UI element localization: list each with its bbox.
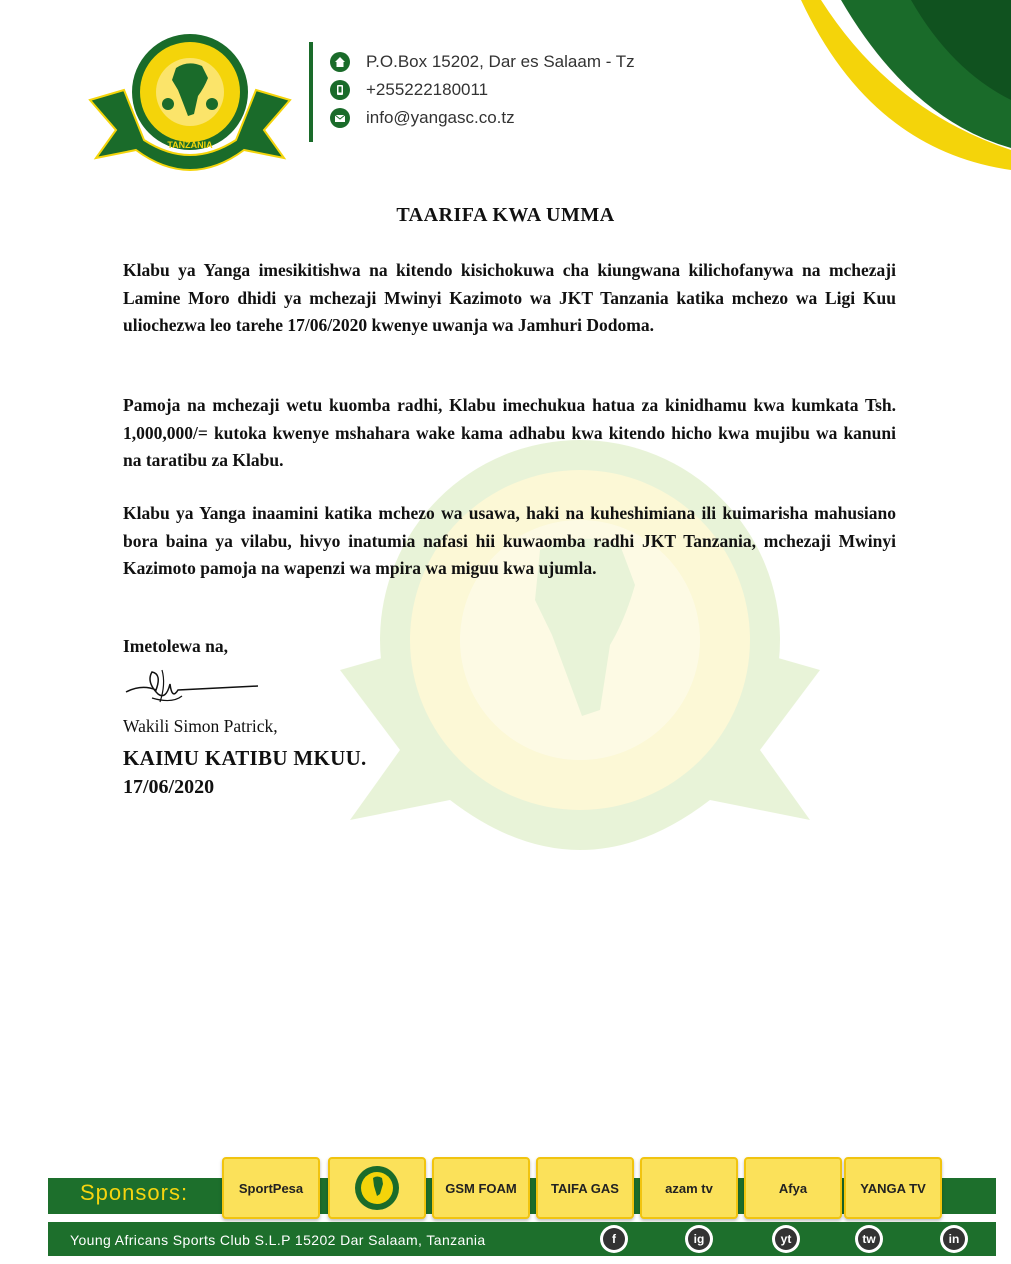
- contact-email: [330, 108, 515, 128]
- sponsors-label: Sponsors:: [80, 1180, 189, 1205]
- yanga-crest-icon: [353, 1164, 401, 1212]
- handwritten-signature: [122, 664, 262, 714]
- footer-address: Young Africans Sports Club S.L.P 15202 Dar Salaam, Tanzania: [70, 1232, 486, 1248]
- phone-icon: [330, 80, 350, 100]
- email-icon: [330, 108, 350, 128]
- contact-email-text: info@yangasc.co.tz: [366, 108, 515, 127]
- contact-address: [330, 52, 635, 72]
- youtube-icon[interactable]: yt: [772, 1225, 800, 1253]
- contact-address-text: P.O.Box 15202, Dar es Salaam - Tz: [366, 52, 635, 71]
- paragraph-3: Klabu ya Yanga inaamini katika mchezo wa usawa, haki na kuheshimiana ili kuimarisha mahusiano bora baina ya vilabu, hivyo inatumia nafasi hii kuwaomba radhi JKT Tanzania, mchezaji Mwinyi Kazimoto pamoja na wapenzi wa mpira wa miguu kwa ujumla.: [123, 503, 896, 578]
- sponsor-sportpesa: SportPesa: [222, 1157, 320, 1219]
- instagram-icon[interactable]: ig: [685, 1225, 713, 1253]
- twitter-icon[interactable]: tw: [855, 1225, 883, 1253]
- svg-text:TANZANIA: TANZANIA: [167, 140, 213, 150]
- signer-position: KAIMU KATIBU MKUU.: [123, 746, 367, 770]
- document-date: 17/06/2020: [123, 776, 215, 798]
- issued-by: Imetolewa na,: [123, 636, 228, 656]
- sponsor-afya: Afya: [744, 1157, 842, 1219]
- sponsor-azam-tv: azam tv: [640, 1157, 738, 1219]
- home-icon: [330, 52, 350, 72]
- header-divider: [309, 42, 313, 142]
- paragraph-1: Klabu ya Yanga imesikitishwa na kitendo kisichokuwa cha kiungwana kilichofanywa na mchezaji Lamine Moro dhidi ya mchezaji Mwinyi Kazimoto wa JKT Tanzania katika mchezo wa Ligi Kuu uliochezwa leo tarehe 17/06/2020 kwenye uwanja wa Jamhuri Dodoma.: [123, 260, 896, 335]
- sponsor-yanga-tv: YANGA TV: [844, 1157, 942, 1219]
- contact-phone: [330, 80, 488, 100]
- facebook-icon[interactable]: f: [600, 1225, 628, 1253]
- header-corner-swoosh: [611, 0, 1011, 170]
- sponsor-taifa-gas: TAIFA GAS: [536, 1157, 634, 1219]
- crest-watermark: [330, 420, 830, 940]
- signer-name: Wakili Simon Patrick,: [123, 716, 278, 736]
- sponsor-yanga-crest: [328, 1157, 426, 1219]
- contact-phone-text: +255222180011: [366, 80, 489, 99]
- paragraph-2: Pamoja na mchezaji wetu kuomba radhi, Klabu imechukua hatua za kinidhamu kwa kumkata Tsh. 1,000,000/= kutoka kwenye mshahara wake kama adhabu kwa kitendo hicho kwa mujibu wa kanuni na taratibu za Klabu.: [123, 395, 896, 470]
- sponsor-gsm-foam: GSM FOAM: [432, 1157, 530, 1219]
- document-title: TAARIFA KWA UMMA: [396, 204, 615, 226]
- club-logo: [84, 30, 296, 180]
- linkedin-icon[interactable]: in: [940, 1225, 968, 1253]
